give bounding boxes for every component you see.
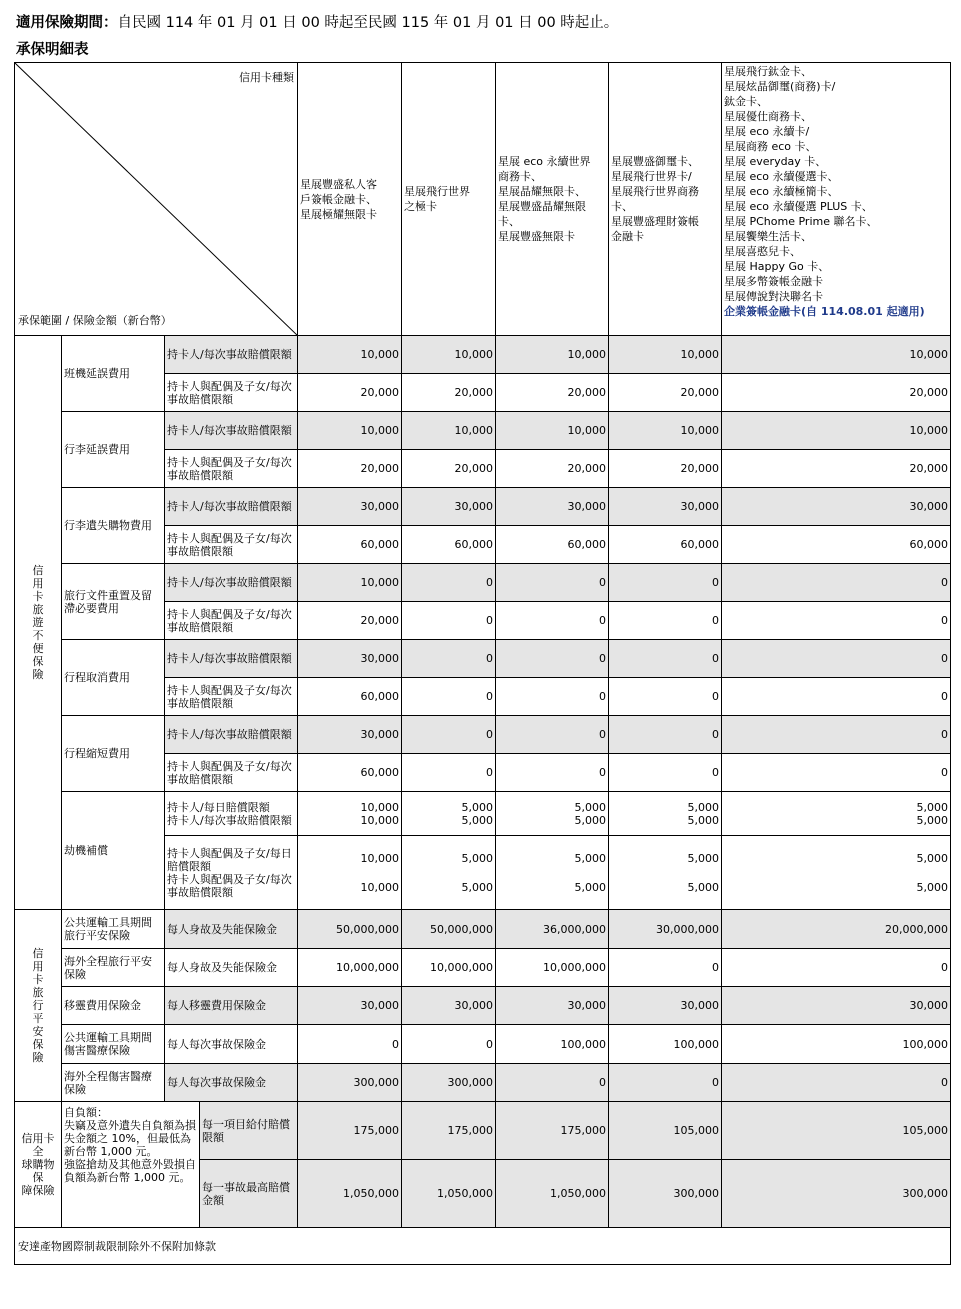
- value-cell: 0: [722, 716, 951, 754]
- limit-per-event: 每一事故最高賠償金額: [200, 1160, 298, 1228]
- value-cell: 30,000: [298, 640, 402, 678]
- corner-header: [15, 63, 298, 336]
- value-cell: 30,000: [496, 987, 609, 1025]
- limit-holder: 持卡人/每次事故賠償限額: [165, 336, 298, 374]
- value-cell: 300,000: [722, 1160, 951, 1228]
- value-cell: 0: [496, 678, 609, 716]
- value-cell: 0: [496, 564, 609, 602]
- value-cell: 0: [722, 602, 951, 640]
- deductible-note: 自負額： 失竊及意外遺失自負額為損失金額之 10%，但最低為新台幣 1,000 元。 強盜搶劫及其他意外毀損自負額為新台幣 1,000 元。: [62, 1102, 200, 1228]
- value-cell: 10,000 10,000: [298, 792, 402, 836]
- diagonal-line: [15, 63, 298, 336]
- value-cell: 20,000: [298, 602, 402, 640]
- item-trip-cancel: 行程取消費用: [62, 640, 165, 716]
- value-cell: 60,000: [298, 526, 402, 564]
- value-cell: 1,050,000: [496, 1160, 609, 1228]
- table-row: [15, 949, 951, 987]
- value-cell: 5,000 5,000: [722, 836, 951, 910]
- value-cell: 30,000: [609, 488, 722, 526]
- table-row: [15, 716, 951, 754]
- section-label: 信用卡全 球購物保 障保險: [21, 1132, 55, 1197]
- value-cell: 5,000 5,000: [402, 792, 496, 836]
- value-cell: 5,000 5,000: [496, 792, 609, 836]
- limit-hijack-holder: 持卡人/每日賠償限額 持卡人/每次事故賠償限額: [165, 792, 298, 836]
- value-cell: 20,000: [722, 374, 951, 412]
- section-travel-accident: [15, 910, 62, 1102]
- value-cell: 10,000: [722, 412, 951, 450]
- table-row: [15, 488, 951, 526]
- value-cell: 1,050,000: [402, 1160, 496, 1228]
- value-cell: 30,000: [298, 987, 402, 1025]
- value-cell: 0: [496, 754, 609, 792]
- value-cell: 30,000: [722, 488, 951, 526]
- item-public-transport: 公共運輸工具期間旅行平安保險: [62, 910, 165, 949]
- limit-holder: 持卡人/每次事故賠償限額: [165, 640, 298, 678]
- item-trip-curtail: 行程縮短費用: [62, 716, 165, 792]
- card-type-label: 信用卡種類: [239, 71, 294, 84]
- value-cell: 20,000: [298, 450, 402, 488]
- item-hijack: 劫機補償: [62, 792, 165, 910]
- limit-per-accident: 每人每次事故保險金: [165, 1025, 298, 1064]
- table-row: [15, 1102, 951, 1160]
- item-baggage-delay: 行李延誤費用: [62, 412, 165, 488]
- value-cell: 175,000: [402, 1102, 496, 1160]
- value-cell: 30,000: [609, 987, 722, 1025]
- value-cell: 20,000: [609, 450, 722, 488]
- value-cell: 0: [722, 949, 951, 987]
- value-cell: 5,000 5,000: [609, 792, 722, 836]
- table-row: [15, 336, 951, 374]
- item-overseas-medical: 海外全程傷害醫療保險: [62, 1064, 165, 1102]
- value-cell: 0: [402, 602, 496, 640]
- item-doc-reissue: 旅行文件重置及留滯必要費用: [62, 564, 165, 640]
- value-cell: 0: [609, 640, 722, 678]
- limit-family: 持卡人與配偶及子女/每次事故賠償限額: [165, 602, 298, 640]
- value-cell: 0: [496, 716, 609, 754]
- value-cell: 1,050,000: [298, 1160, 402, 1228]
- value-cell: 60,000: [722, 526, 951, 564]
- value-cell: 20,000: [402, 374, 496, 412]
- value-cell: 105,000: [722, 1102, 951, 1160]
- limit-per-person-death: 每人身故及失能保險金: [165, 949, 298, 987]
- section-label: 信 用 卡 旅 行 平 安 保 險: [32, 947, 44, 1064]
- value-cell: 10,000: [609, 336, 722, 374]
- value-cell: 60,000: [298, 754, 402, 792]
- value-cell: 175,000: [496, 1102, 609, 1160]
- value-cell: 0: [609, 754, 722, 792]
- table-row: [15, 412, 951, 450]
- item-baggage-loss: 行李遺失購物費用: [62, 488, 165, 564]
- value-cell: 5,000 5,000: [402, 836, 496, 910]
- value-cell: 30,000: [298, 716, 402, 754]
- value-cell: 10,000: [298, 412, 402, 450]
- table-row: [15, 640, 951, 678]
- period-label: 適用保險期間：: [16, 15, 118, 31]
- table-row: [15, 564, 951, 602]
- value-cell: 0: [722, 640, 951, 678]
- value-cell: 0: [402, 678, 496, 716]
- value-cell: 10,000: [298, 336, 402, 374]
- value-cell: 0: [609, 949, 722, 987]
- table-row: [15, 792, 951, 836]
- limit-holder: 持卡人/每次事故賠償限額: [165, 488, 298, 526]
- value-cell: 100,000: [496, 1025, 609, 1064]
- value-cell: 30,000: [722, 987, 951, 1025]
- limit-family: 持卡人與配偶及子女/每次事故賠償限額: [165, 374, 298, 412]
- item-public-transport-medical: 公共運輸工具期間傷害醫療保險: [62, 1025, 165, 1064]
- value-cell: 10,000: [402, 336, 496, 374]
- table-row: [15, 987, 951, 1025]
- limit-per-person-death: 每人身故及失能保險金: [165, 910, 298, 949]
- value-cell: 36,000,000: [496, 910, 609, 949]
- value-cell: 60,000: [609, 526, 722, 564]
- value-cell: 0: [722, 678, 951, 716]
- value-cell: 0: [722, 564, 951, 602]
- value-cell: 10,000,000: [496, 949, 609, 987]
- value-cell: 105,000: [609, 1102, 722, 1160]
- value-cell: 0: [609, 602, 722, 640]
- limit-per-item: 每一項目給付賠償限額: [200, 1102, 298, 1160]
- value-cell: 0: [402, 640, 496, 678]
- value-cell: 0: [722, 1064, 951, 1102]
- value-cell: 20,000: [298, 374, 402, 412]
- card-column-1: 星展豐盛私人客 戶簽帳金融卡、 星展極耀無限卡: [298, 63, 402, 336]
- limit-family: 持卡人與配偶及子女/每次事故賠償限額: [165, 526, 298, 564]
- value-cell: 50,000,000: [298, 910, 402, 949]
- limit-holder: 持卡人/每次事故賠償限額: [165, 564, 298, 602]
- limit-per-accident: 每人每次事故保險金: [165, 1064, 298, 1102]
- value-cell: 300,000: [609, 1160, 722, 1228]
- value-cell: 0: [722, 754, 951, 792]
- section-purchase-protection: [15, 1102, 62, 1228]
- value-cell: 10,000 10,000: [298, 836, 402, 910]
- card-column-5: 星展飛行鈦金卡、 星展炫晶御璽(商務)卡/ 鈦金卡、 星展優仕商務卡、 星展 eco 永續卡/ 星展商務 eco 卡、 星展 everyday 卡、 星展 eco 永續優選卡、 星展 eco 永續極簡卡、 星展 eco 永續優選 PLUS 卡、 星展 PChome Prime 聯名卡、 星展饗樂生活卡、 星展喜憨兒卡、 星展 Happy Go 卡、 星展多幣簽帳金融卡 星展傳說對決聯名卡 企業簽帳金融卡(自 114.08.01 起適用): [722, 63, 951, 336]
- value-cell: 20,000: [722, 450, 951, 488]
- footer-clause: 安達產物國際制裁限制除外不保附加條款: [15, 1228, 951, 1265]
- limit-holder: 持卡人/每次事故賠償限額: [165, 412, 298, 450]
- value-cell: 0: [609, 678, 722, 716]
- value-cell: 20,000,000: [722, 910, 951, 949]
- value-cell: 60,000: [402, 526, 496, 564]
- value-cell: 60,000: [496, 526, 609, 564]
- value-cell: 10,000,000: [298, 949, 402, 987]
- value-cell: 0: [496, 640, 609, 678]
- value-cell: 300,000: [402, 1064, 496, 1102]
- card-column-4: 星展豐盛御璽卡、 星展飛行世界卡/ 星展飛行世界商務 卡、 星展豐盛理財簽帳 金融卡: [609, 63, 722, 336]
- value-cell: 300,000: [298, 1064, 402, 1102]
- value-cell: 0: [402, 1025, 496, 1064]
- table-row: [15, 1064, 951, 1102]
- value-cell: 0: [402, 716, 496, 754]
- value-cell: 30,000: [402, 987, 496, 1025]
- value-cell: 20,000: [609, 374, 722, 412]
- value-cell: 30,000,000: [609, 910, 722, 949]
- value-cell: 10,000: [298, 564, 402, 602]
- value-cell: 20,000: [496, 374, 609, 412]
- item-overseas-full: 海外全程旅行平安保險: [62, 949, 165, 987]
- value-cell: 20,000: [496, 450, 609, 488]
- table-row: [15, 1025, 951, 1064]
- value-cell: 100,000: [609, 1025, 722, 1064]
- value-cell: 10,000: [496, 412, 609, 450]
- value-cell: 60,000: [298, 678, 402, 716]
- value-cell: 0: [609, 564, 722, 602]
- value-cell: 30,000: [402, 488, 496, 526]
- limit-hijack-family: 持卡人與配偶及子女/每日賠償限額 持卡人與配偶及子女/每次事故賠償限額: [165, 836, 298, 910]
- value-cell: 50,000,000: [402, 910, 496, 949]
- value-cell: 10,000: [496, 336, 609, 374]
- item-repatriation: 移靈費用保險金: [62, 987, 165, 1025]
- limit-family: 持卡人與配偶及子女/每次事故賠償限額: [165, 678, 298, 716]
- period-text: 自民國 114 年 01 月 01 日 00 時起至民國 115 年 01 月 01 日 00 時起止。: [117, 15, 619, 31]
- value-cell: 5,000 5,000: [722, 792, 951, 836]
- value-cell: 10,000: [402, 412, 496, 450]
- value-cell: 0: [496, 1064, 609, 1102]
- limit-holder: 持卡人/每次事故賠償限額: [165, 716, 298, 754]
- section-label: 信 用 卡 旅 遊 不 便 保 險: [32, 564, 44, 681]
- value-cell: 5,000 5,000: [609, 836, 722, 910]
- item-flight-delay: 班機延誤費用: [62, 336, 165, 412]
- limit-per-person-repat: 每人移靈費用保險金: [165, 987, 298, 1025]
- limit-family: 持卡人與配偶及子女/每次事故賠償限額: [165, 754, 298, 792]
- value-cell: 30,000: [298, 488, 402, 526]
- table-header-row: [15, 63, 951, 336]
- card-column-3: 星展 eco 永續世界 商務卡、 星展晶耀無限卡、 星展豐盛晶耀無限 卡、 星展豐盛無限卡: [496, 63, 609, 336]
- value-cell: 0: [402, 564, 496, 602]
- value-cell: 0: [496, 602, 609, 640]
- value-cell: 0: [609, 716, 722, 754]
- value-cell: 0: [298, 1025, 402, 1064]
- value-cell: 10,000: [609, 412, 722, 450]
- value-cell: 0: [609, 1064, 722, 1102]
- value-cell: 0: [402, 754, 496, 792]
- value-cell: 10,000,000: [402, 949, 496, 987]
- section-travel-inconvenience: [15, 336, 62, 910]
- insurance-period: [16, 11, 618, 32]
- value-cell: 20,000: [402, 450, 496, 488]
- value-cell: 30,000: [496, 488, 609, 526]
- value-cell: 175,000: [298, 1102, 402, 1160]
- card-column-2: 星展飛行世界 之極卡: [402, 63, 496, 336]
- coverage-scope-label: 承保範圍 / 保險金額（新台幣）: [18, 314, 172, 327]
- column5-note: 企業簽帳金融卡(自 114.08.01 起適用): [724, 305, 925, 318]
- value-cell: 10,000: [722, 336, 951, 374]
- value-cell: 100,000: [722, 1025, 951, 1064]
- table-row: [15, 910, 951, 949]
- limit-family: 持卡人與配偶及子女/每次事故賠償限額: [165, 450, 298, 488]
- coverage-table: [14, 62, 951, 1265]
- page-subtitle: 承保明細表: [16, 42, 89, 58]
- value-cell: 5,000 5,000: [496, 836, 609, 910]
- footer-row: [15, 1228, 951, 1265]
